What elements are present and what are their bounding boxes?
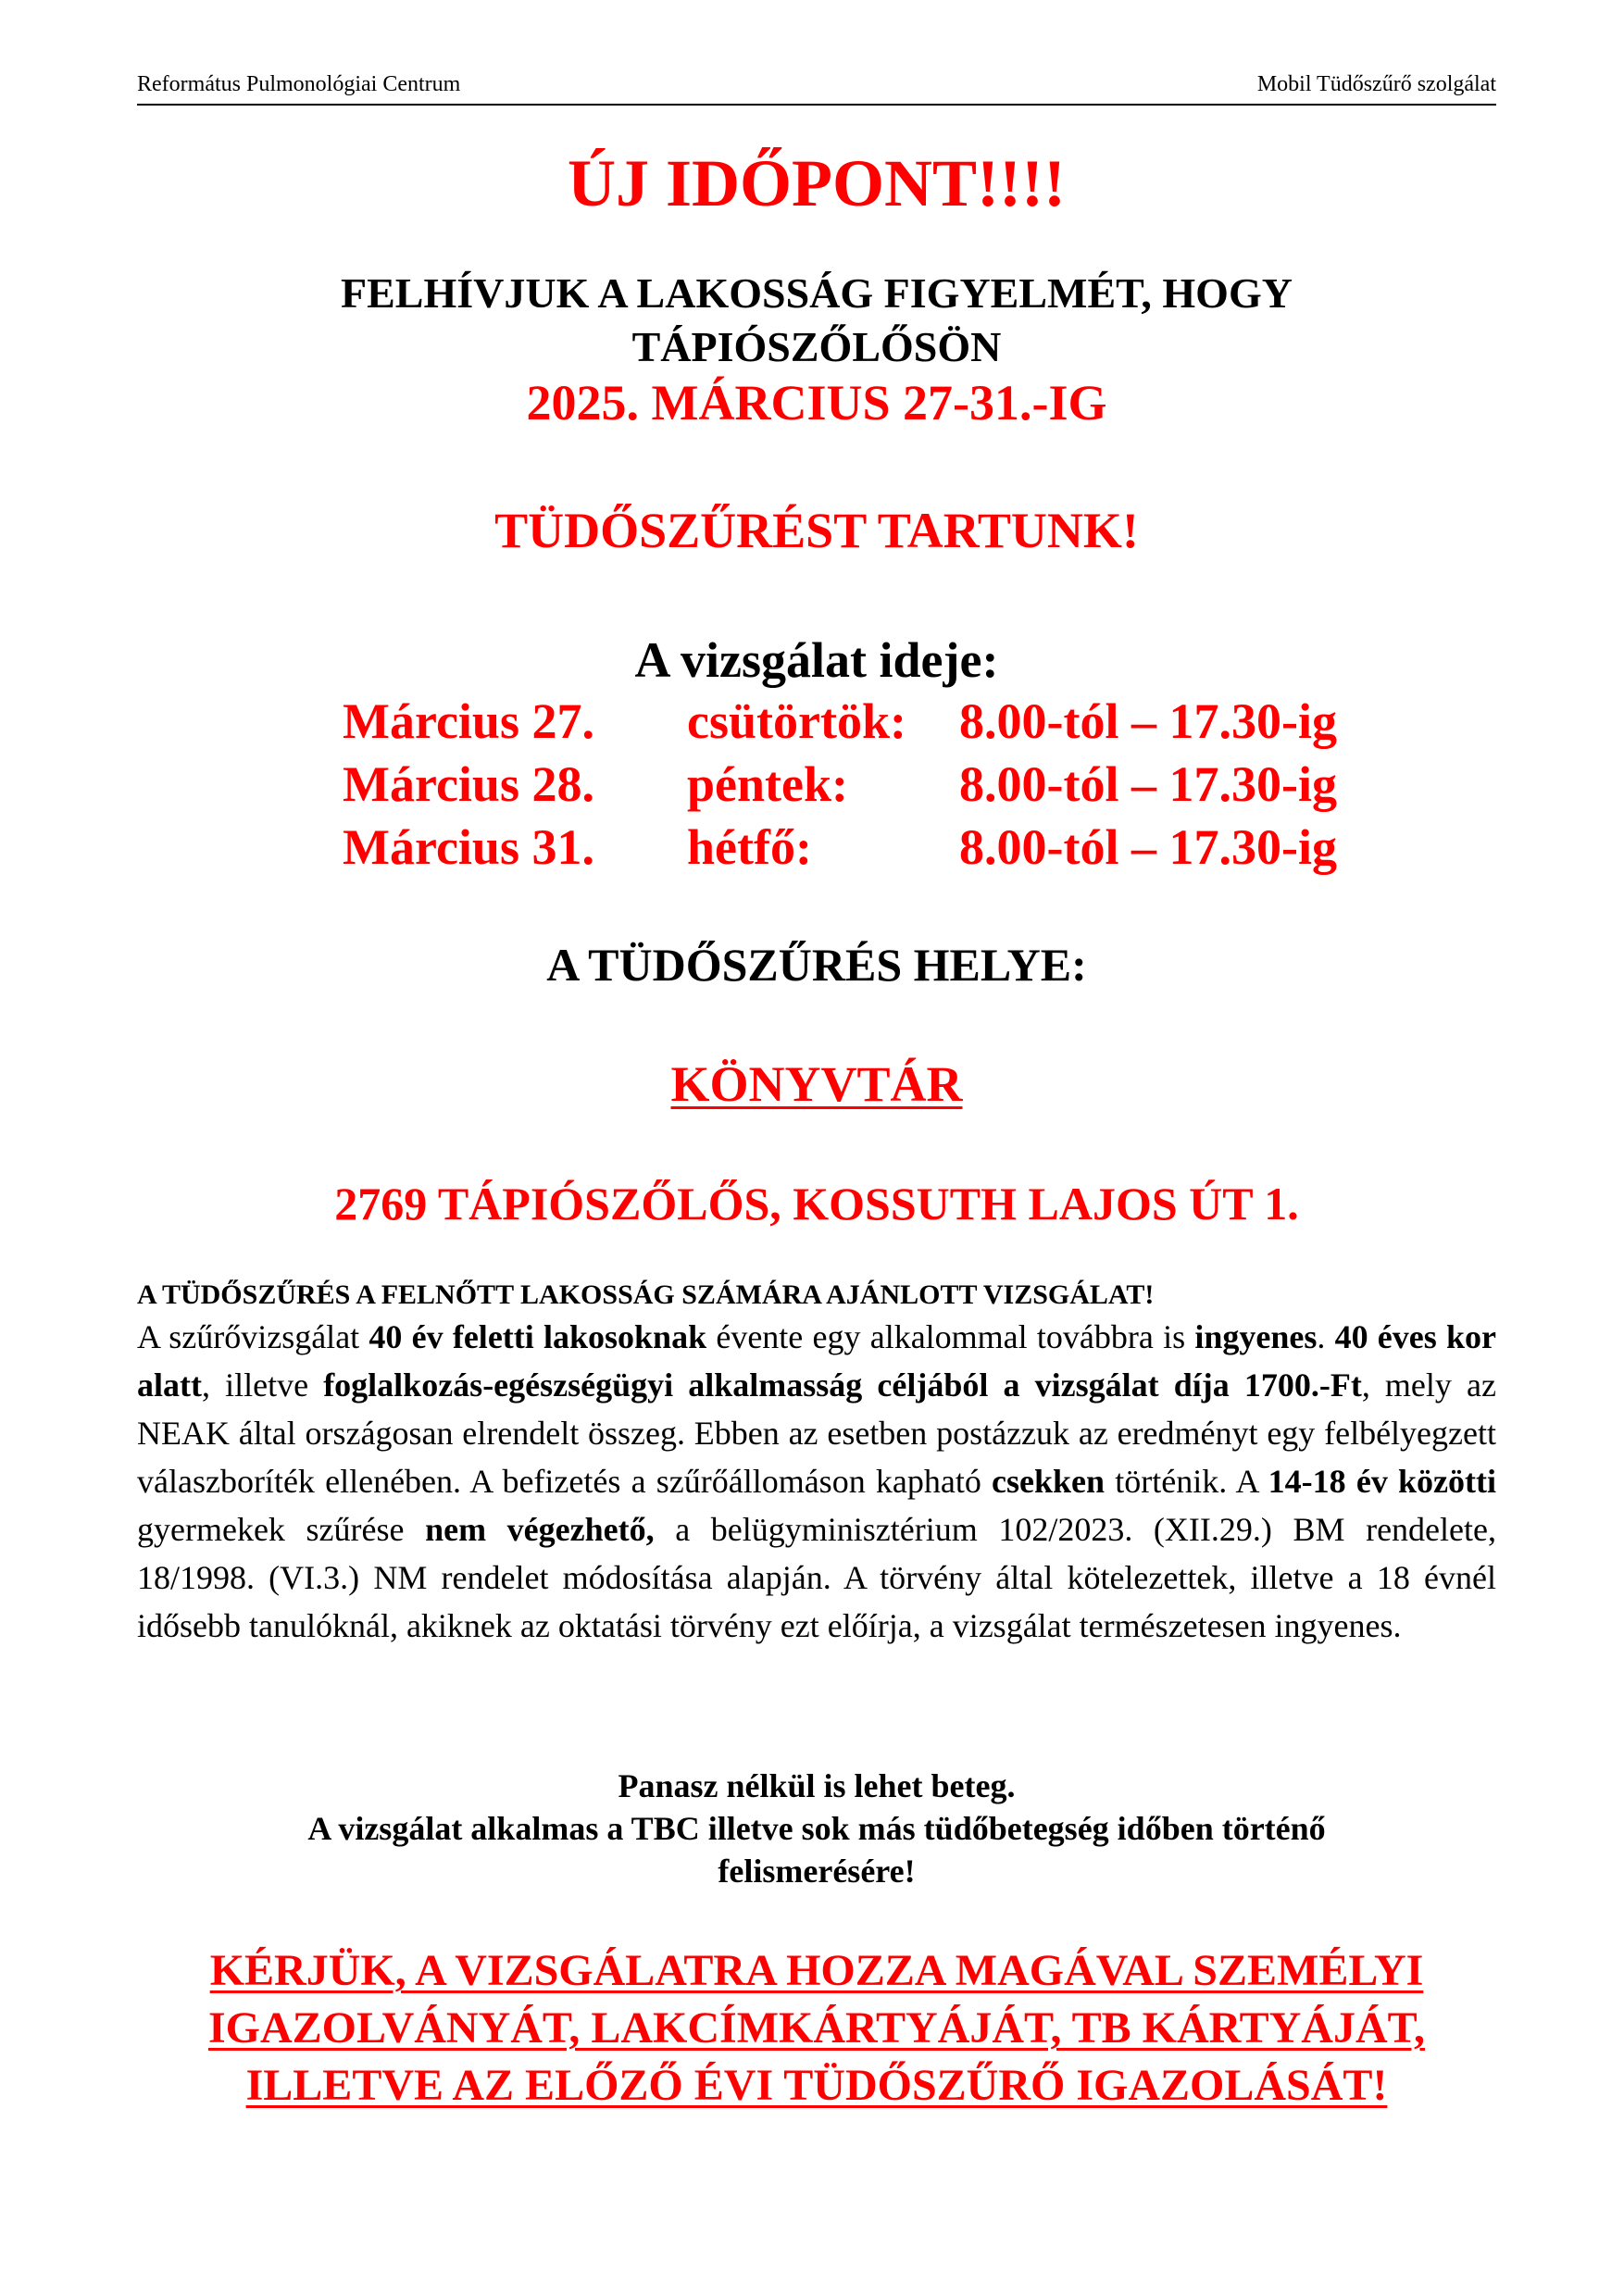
location-label: A TÜDŐSZŰRÉS HELYE: — [546, 939, 1087, 991]
schedule-date: Március 27. — [343, 693, 594, 749]
screening-period: 2025. MÁRCIUS 27-31.-IG — [526, 375, 1107, 430]
schedule-time: 8.00-tól – 17.30-ig — [959, 819, 1337, 875]
header-organization: Református Pulmonológiai Centrum — [137, 72, 461, 96]
info-emphasis: ingyenes — [1194, 1318, 1318, 1355]
closing-line-3: felismerésére! — [718, 1853, 916, 1890]
info-emphasis: foglalkozás-egészségügyi alkalmasság céljából a vizsgálat díja 1700.-Ft — [323, 1366, 1362, 1404]
schedule-day: csütörtök: — [687, 693, 906, 749]
info-text: történik. A — [1105, 1463, 1268, 1500]
schedule-row — [343, 817, 1454, 878]
closing-line-2: A vizsgálat alkalmas a TBC illetve sok más tüdőbetegség időben történő — [307, 1810, 1326, 1847]
info-paragraph — [137, 1313, 1496, 1650]
info-emphasis: 40 éves kor alatt — [137, 1318, 1496, 1404]
page-title: ÚJ IDŐPONT!!!! — [568, 146, 1066, 220]
info-text: A szűrővizsgálat — [137, 1318, 369, 1355]
info-text: évente egy alkalommal továbbra is — [706, 1318, 1195, 1355]
info-emphasis: csekken — [992, 1463, 1106, 1500]
schedule-row — [343, 691, 1454, 752]
schedule-row — [343, 754, 1454, 815]
location-name-text: KÖNYVTÁR — [670, 1056, 963, 1112]
location-name — [137, 1054, 1496, 1115]
bring-documents-text: KÉRJÜK, A VIZSGÁLATRA HOZZA MAGÁVAL SZEMÉLYI IGAZOLVÁNYÁT, LAKCÍMKÁRTYÁJÁT, TB KÁRTYÁJÁT, ILLETVE AZ ELŐZŐ ÉVI TÜDŐSZŰRŐ IGAZOLÁSÁT! — [207, 1946, 1426, 2110]
schedule-label: A vizsgálat ideje: — [634, 632, 999, 688]
header-service: Mobil Tüdőszűrő szolgálat — [1256, 72, 1496, 96]
info-text: . — [1317, 1318, 1335, 1355]
screening-announcement: TÜDŐSZŰRÉST TARTUNK! — [494, 503, 1139, 558]
schedule-time: 8.00-tól – 17.30-ig — [959, 693, 1337, 749]
schedule-date: Március 31. — [343, 819, 594, 875]
info-heading: A TÜDŐSZŰRÉS A FELNŐTT LAKOSSÁG SZÁMÁRA AJÁNLOTT VIZSGÁLAT! — [137, 1279, 1155, 1310]
info-emphasis: nem végezhető, — [425, 1511, 655, 1548]
info-text: , illetve — [201, 1366, 324, 1404]
info-emphasis: 40 év feletti lakosoknak — [369, 1318, 707, 1355]
notice-line-1: FELHÍVJUK A LAKOSSÁG FIGYELMÉT, HOGY — [341, 269, 1293, 317]
schedule-date: Március 28. — [343, 756, 594, 812]
page-header — [137, 65, 1496, 106]
schedule-day: hétfő: — [687, 819, 812, 875]
info-text: gyermekek szűrése — [137, 1511, 426, 1548]
notice-line-2: TÁPIÓSZŐLŐSÖN — [631, 323, 1002, 370]
closing-line-1: Panasz nélkül is lehet beteg. — [618, 1767, 1016, 1804]
schedule-day: péntek: — [687, 756, 848, 812]
location-address: 2769 TÁPIÓSZŐLŐS, KOSSUTH LAJOS ÚT 1. — [334, 1178, 1299, 1229]
schedule-time: 8.00-tól – 17.30-ig — [959, 756, 1337, 812]
info-emphasis: 14-18 év közötti — [1268, 1463, 1496, 1500]
info-text: , mely az NEAK által országosan elrendelt összeg. Ebben az esetben postázzuk az eredményt egy felbélyegzett válaszboríték ellenében. A befizetés a szűrőállomáson kapható — [137, 1366, 1496, 1500]
info-text: a belügyminisztérium 102/2023. (XII.29.) BM rendelete, 18/1998. (VI.3.) NM rendelet módosítása alapján. A törvény által kötelezettek, illetve a 18 évnél idősebb tanulóknál, akiknek az oktatási törvény ezt előírja, a vizsgálat természetesen ingyenes. — [137, 1511, 1496, 1644]
bring-documents-notice — [148, 1942, 1485, 2115]
